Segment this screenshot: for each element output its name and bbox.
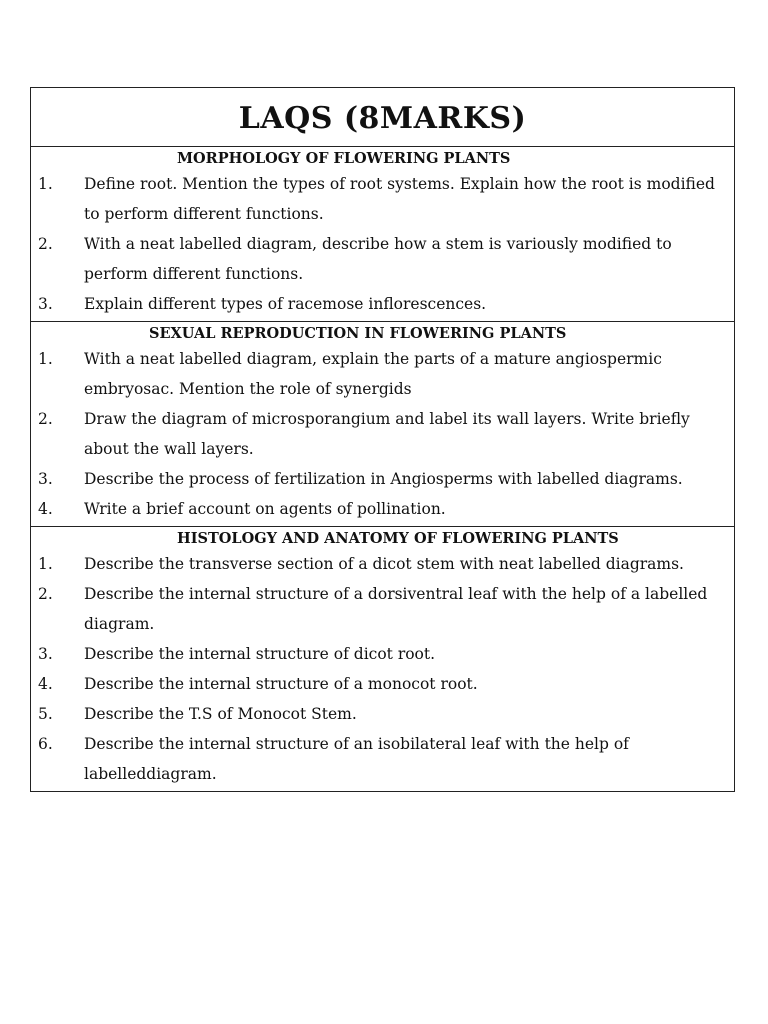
section-sexual-reproduction	[31, 322, 734, 527]
question-number: 2.	[38, 235, 53, 253]
question-item	[31, 494, 734, 524]
question-number: 6.	[38, 735, 53, 753]
question-number: 1.	[38, 175, 53, 193]
question-text: Describe the process of fertilization in Angiosperms with labelled diagrams.	[84, 470, 683, 488]
question-list	[31, 169, 734, 319]
question-number: 1.	[38, 350, 53, 368]
question-item	[31, 639, 734, 669]
question-number: 2.	[38, 410, 53, 428]
section-morphology	[31, 147, 734, 322]
question-number: 2.	[38, 585, 53, 603]
question-text: Describe the internal structure of an isobilateral leaf with the help of labelleddiagram.	[84, 735, 629, 783]
question-text: Describe the internal structure of dicot root.	[84, 645, 436, 663]
question-text: Describe the T.S of Monocot Stem.	[84, 705, 357, 723]
question-number: 1.	[38, 555, 53, 573]
question-number: 3.	[38, 295, 53, 313]
question-item	[31, 699, 734, 729]
title-row	[31, 88, 734, 147]
question-item	[31, 404, 734, 464]
question-text: Explain different types of racemose inflorescences.	[84, 295, 487, 313]
page-title: LAQS (8MARKS)	[238, 100, 527, 136]
question-item	[31, 729, 734, 789]
question-text: With a neat labelled diagram, explain the parts of a mature angiospermic embryosac. Mention the role of synergids	[84, 350, 662, 398]
question-item	[31, 669, 734, 699]
question-item	[31, 579, 734, 639]
section-heading: MORPHOLOGY OF FLOWERING PLANTS	[177, 150, 511, 167]
section-heading: SEXUAL REPRODUCTION IN FLOWERING PLANTS	[149, 325, 567, 342]
question-text: Draw the diagram of microsporangium and label its wall layers. Write briefly about the wall layers.	[84, 410, 690, 458]
section-histology-anatomy	[31, 527, 734, 791]
question-text: Define root. Mention the types of root systems. Explain how the root is modified to perform different functions.	[84, 175, 715, 223]
question-item	[31, 169, 734, 229]
question-number: 3.	[38, 645, 53, 663]
question-text: Write a brief account on agents of pollination.	[84, 500, 446, 518]
question-item	[31, 344, 734, 404]
question-text: With a neat labelled diagram, describe how a stem is variously modified to perform different functions.	[84, 235, 672, 283]
question-table	[30, 87, 735, 792]
question-text: Describe the internal structure of a dorsiventral leaf with the help of a labelled diagram.	[84, 585, 708, 633]
question-list	[31, 549, 734, 789]
question-number: 4.	[38, 500, 53, 518]
question-item	[31, 289, 734, 319]
question-text: Describe the internal structure of a monocot root.	[84, 675, 478, 693]
section-heading: HISTOLOGY AND ANATOMY OF FLOWERING PLANTS	[177, 530, 619, 547]
question-list	[31, 344, 734, 524]
question-number: 5.	[38, 705, 53, 723]
question-item	[31, 464, 734, 494]
question-number: 4.	[38, 675, 53, 693]
question-item	[31, 229, 734, 289]
question-item	[31, 549, 734, 579]
question-number: 3.	[38, 470, 53, 488]
question-text: Describe the transverse section of a dicot stem with neat labelled diagrams.	[84, 555, 684, 573]
